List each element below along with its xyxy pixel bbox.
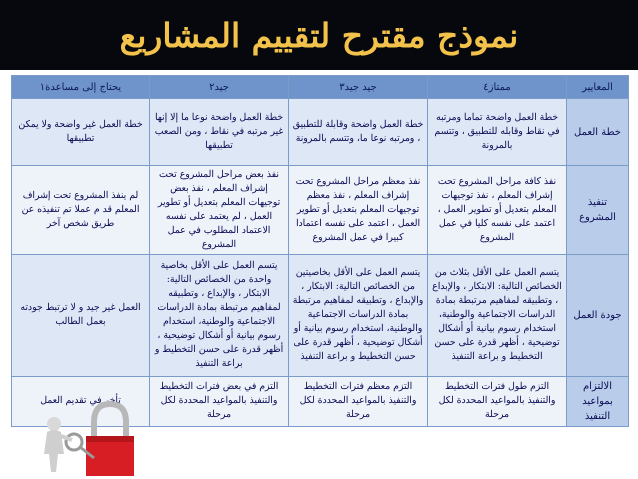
header-needs-help: يحتاج إلى مساعدة١	[12, 76, 150, 99]
criterion-work-quality: جودة العمل	[567, 254, 629, 376]
table-row	[12, 254, 629, 376]
criterion-work-plan: خطة العمل	[567, 99, 629, 166]
table-cell: التزم طول فترات التخطيط والتنفيذ بالمواعيد المحددة لكل مرحلة	[428, 376, 567, 426]
table-cell: خطة العمل واضحة تماما ومرتبه في نقاط وقابله للتطبيق ، وتتسم بالمرونة	[428, 99, 567, 166]
padlock-with-key-icon	[14, 392, 144, 477]
header-very-good: جيد جيد٣	[289, 76, 428, 99]
table-cell: نفذ معظم مراحل المشروع تحت إشراف المعلم ، نفذ معظم توجيهات المعلم بتعديل أو تطوير العمل ، اعتمد على نفسه اعتمادا كبيرا في عمل المشروع	[289, 166, 428, 255]
table-cell: تأخر في تقديم العمل	[12, 376, 150, 426]
table-cell: خطة العمل غير واضحة ولا يمكن تطبيقها	[12, 99, 150, 166]
table-cell: العمل غير جيد و لا ترتبط جودته بعمل الطالب	[12, 254, 150, 376]
criterion-deadline-commitment: الالتزام بمواعيد التنفيذ	[567, 376, 629, 426]
title-band	[0, 0, 638, 70]
table-row	[12, 99, 629, 166]
table-cell: خطة العمل واضحة نوعا ما إلا إنها غير مرتبه في نقاط ، ومن الصعب تطبيقها	[150, 99, 289, 166]
table-header-row	[12, 76, 629, 99]
table-cell: التزم معظم فترات التخطيط والتنفيذ بالمواعيد المحددة لكل مرحلة	[289, 376, 428, 426]
table-row	[12, 166, 629, 255]
criterion-project-execution: تنفيذ المشروع	[567, 166, 629, 255]
table-cell: يتسم العمل على الأقل بخاصية واحدة من الخصائص التالية: الابتكار ، والإبداع ، وتطبيقه لمفاهيم مرتبطة بمادة الدراسات الاجتماعية والوطنية، استخدام رسوم بيانية أو أشكال توضيحية ، أظهر قدرة على حسن التخطيط و براعة التنفيذ	[150, 254, 289, 376]
table-cell: يتسم العمل على الأقل بخاصيتين من الخصائص التالية: الابتكار ، والإبداع ، وتطبيقه لمفاهيم مرتبطة بمادة الدراسات الاجتماعية والوطنية، استخدام رسوم بيانية أو أشكال توضيحية ، أظهر قدرة على حسن التخطيط و براعة التنفيذ	[289, 254, 428, 376]
table-cell: نفذ كافة مراحل المشروع تحت إشراف المعلم ، نفذ توجيهات المعلم بتعديل أو تطوير العمل ، اعتمد على نفسه كليا في عمل المشروع	[428, 166, 567, 255]
table-cell: نفذ بعض مراحل المشروع تحت إشراف المعلم ، نفذ بعض توجيهات المعلم بتعديل أو تطوير العمل ، لم يعتمد على نفسه الاعتماد المطلوب في عمل المشروع	[150, 166, 289, 255]
table-cell: يتسم العمل على الأقل بثلاث من الخصائص التالية: الابتكار ، والإبداع ، وتطبيقه لمفاهيم مرتبطة بمادة الدراسات الاجتماعية والوطنية، استخدام رسوم بيانية أو أشكال توضيحية ، أظهر قدرة على حسن التخطيط و براعة التنفيذ	[428, 254, 567, 376]
header-excellent: ممتاز٤	[428, 76, 567, 99]
header-good: جيد٢	[150, 76, 289, 99]
table-cell: خطة العمل واضحة وقابلة للتطبيق ، ومرتبه نوعا ما، وتتسم بالمرونة	[289, 99, 428, 166]
table-cell: لم ينفذ المشروع تحت إشراف المعلم قد م عملا تم تنفيذه عن طريق شخص آخر	[12, 166, 150, 255]
header-criteria: المعايير	[567, 76, 629, 99]
evaluation-rubric-table	[11, 75, 629, 427]
slide-title: نموذج مقترح لتقييم المشاريع	[119, 15, 519, 55]
table-cell: التزم في بعض فترات التخطيط والتنفيذ بالمواعيد المحددة لكل مرحلة	[150, 376, 289, 426]
